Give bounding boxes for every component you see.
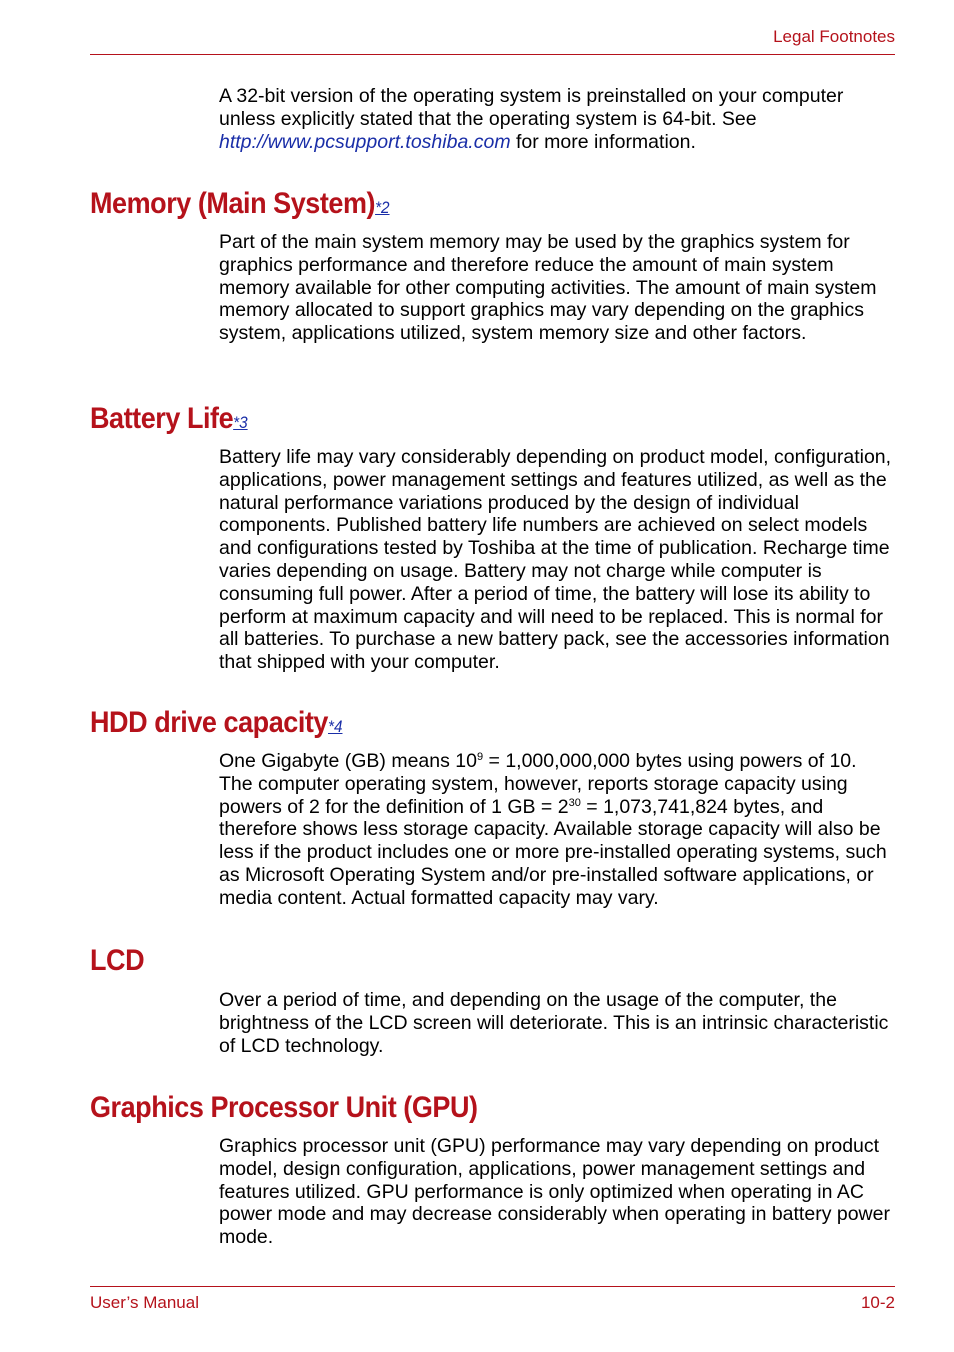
exponent-9: 9: [476, 751, 484, 763]
heading-memory: [90, 187, 390, 221]
heading-lcd-title: LCD: [90, 944, 145, 977]
exponent-30: 30: [568, 796, 581, 809]
hdd-paragraph: [219, 750, 895, 910]
memory-paragraph: Part of the main system memory may be used by the graphics system for graphics performance and therefore reduce the amount of main system memory available for other computing activities. The amount of main system memory allocated to support graphics may vary depending on the graphics system, applications utilized, system memory size and other factors.: [219, 231, 877, 345]
hdd-text-2: = 1,000,000,000 bytes using powers of 10. The computer operating system, however, reports storage capacity using powers of 2 for the definition of 1 GB = 2: [219, 750, 857, 818]
footnote-ref-2[interactable]: *2: [375, 198, 390, 217]
heading-lcd: [90, 944, 144, 978]
heading-battery-title: Battery Life: [90, 402, 234, 435]
heading-memory-title: Memory (Main System): [90, 187, 376, 220]
heading-hdd-title: HDD drive capacity: [90, 706, 329, 739]
gpu-paragraph: Graphics processor unit (GPU) performance may vary depending on product model, design configuration, applications, power management settings and features utilized. GPU performance is only optimized when operating in AC power mode and may decrease considerably when operating in battery power mode.: [219, 1135, 890, 1249]
page-footer: [90, 1286, 895, 1312]
footer-manual-title: User’s Manual: [90, 1293, 199, 1312]
pcsupport-link[interactable]: http://www.pcsupport.toshiba.com: [219, 130, 511, 153]
hdd-text-3: = 1,073,741,824 bytes, and therefore shows less storage capacity. Available storage capacity will also be less if the product includes one or more pre-installed operating systems, such as Microsoft Operating System and/or pre-installed software applications, or media content. Actual formatted capacity may vary.: [219, 795, 887, 909]
footer-page-number: 10-2: [860, 1293, 895, 1312]
intro-text-after: for more information.: [510, 130, 696, 153]
heading-gpu-title: Graphics Processor Unit (GPU): [90, 1091, 478, 1124]
heading-gpu: [90, 1091, 478, 1125]
hdd-text-1: One Gigabyte (GB) means 10: [219, 750, 477, 772]
footnote-ref-3[interactable]: *3: [233, 413, 248, 432]
page-header: [90, 26, 895, 55]
heading-battery-life: [90, 402, 248, 436]
intro-paragraph: [219, 85, 895, 153]
lcd-paragraph: Over a period of time, and depending on the usage of the computer, the brightness of the LCD screen will deteriorate. This is an intrinsic characteristic of LCD technology.: [219, 989, 889, 1057]
heading-hdd-capacity: [90, 706, 342, 740]
battery-paragraph: Battery life may vary considerably depending on product model, configuration, applications, power management settings and features utilized, as well as the natural performance variations produced by the design of individual components. Published battery life numbers are achieved on select models and configurations tested by Toshiba at the time of publication. Recharge time varies depending on usage. Battery may not charge while computer is consuming full power. After a period of time, the battery will lose its ability to perform at maximum capacity and will need to be replaced. This is normal for all batteries. To purchase a new battery pack, see the accessories information that shipped with your computer.: [219, 446, 892, 674]
intro-text: A 32-bit version of the operating system is preinstalled on your computer unless explicitly stated that the operating system is 64-bit. See: [219, 85, 844, 130]
header-section-title: Legal Footnotes: [773, 27, 895, 46]
footnote-ref-4[interactable]: *4: [328, 717, 343, 736]
